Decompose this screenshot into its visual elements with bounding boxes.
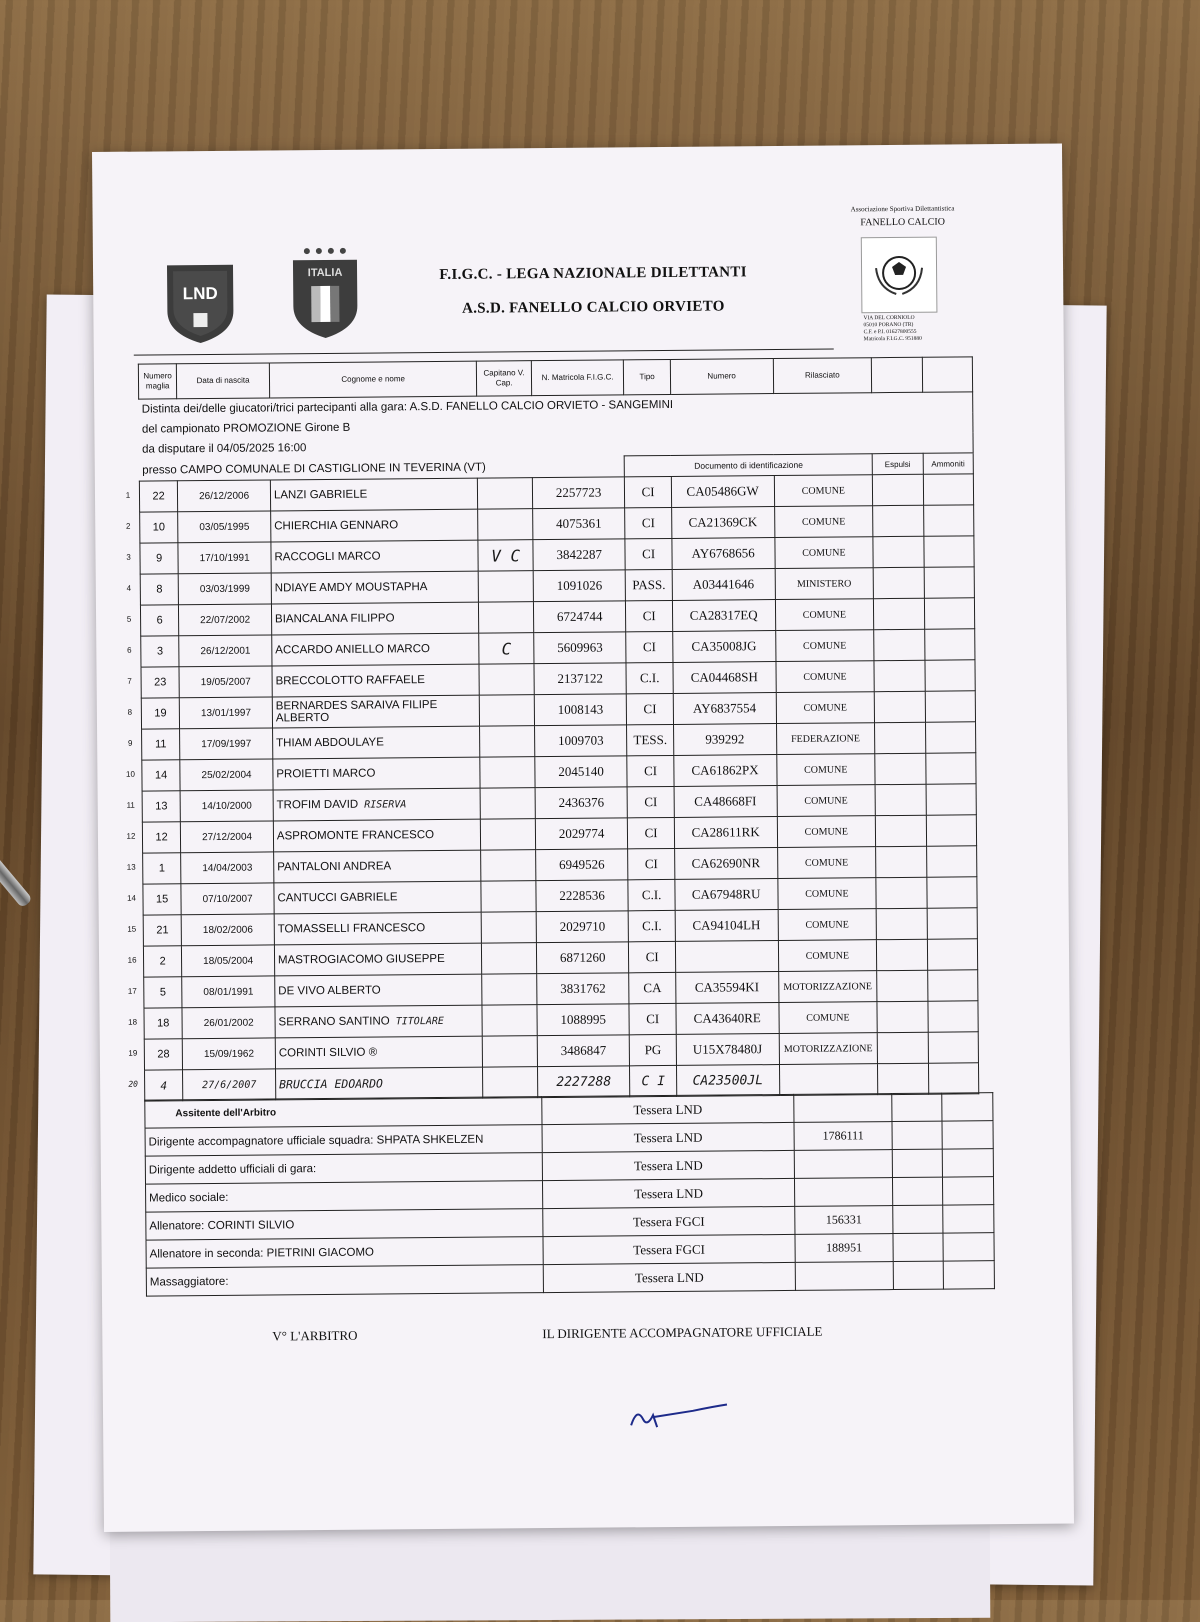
player-matricola: 2045140: [535, 756, 628, 788]
italia-logo-icon: [289, 246, 362, 341]
player-booked: [928, 1032, 979, 1063]
match-line-1: Distinta dei/delle giucatori/trici partecipanti alla gara: A.S.D. FANELLO CALCIO ORVIETO - SANGEMINI: [139, 392, 973, 420]
row-index: 17: [127, 986, 137, 996]
player-captain: [482, 912, 537, 943]
player-doc-number: CA28317EQ: [672, 600, 775, 632]
player-birthdate: 18/02/2006: [181, 914, 274, 946]
player-number: 2 10: [140, 512, 179, 543]
player-doc-issuer: FEDERAZIONE: [776, 723, 875, 755]
player-expelled: [873, 567, 924, 598]
header-title-club: A.S.D. FANELLO CALCIO ORVIETO: [461, 298, 725, 317]
player-name: BIANCALANA FILIPPO: [271, 602, 479, 635]
player-captain: [482, 1005, 537, 1036]
player-captain: C: [479, 633, 534, 664]
player-doc-issuer: COMUNE: [776, 754, 875, 786]
staff-tessera-type: Tessera LND: [542, 1150, 794, 1180]
player-doc-issuer: MOTORIZZAZIONE: [779, 1033, 878, 1065]
player-doc-number: [675, 941, 778, 973]
player-birthdate: 03/05/1995: [178, 511, 271, 543]
player-doc-number: CA35594KI: [675, 972, 778, 1004]
player-birthdate: 19/05/2007: [179, 666, 272, 698]
player-number: 3 9: [140, 543, 179, 574]
player-doc-number: AY6768656: [672, 538, 775, 570]
player-booked: [925, 691, 976, 722]
player-matricola: 6871260: [536, 942, 629, 974]
row-index: 4: [126, 583, 132, 593]
player-doc-type: CI: [628, 817, 675, 848]
player-doc-type: C.I.: [629, 910, 676, 941]
player-matricola: 2436376: [535, 787, 628, 819]
player-doc-type: CI: [629, 1003, 676, 1034]
row-index: 6: [127, 645, 132, 655]
staff-table: [144, 1092, 995, 1296]
player-captain: [479, 664, 534, 695]
player-birthdate: 26/12/2001: [179, 635, 272, 667]
col-numero: Numero maglia: [138, 364, 177, 399]
player-doc-number: AY6837554: [673, 693, 776, 725]
player-doc-type: CI: [626, 631, 673, 662]
staff-label: Dirigente accompagnatore ufficiale squadra: SHPATA SHKELZEN: [145, 1125, 542, 1156]
row-index: 10: [125, 769, 135, 779]
player-doc-number: CA35008JG: [672, 631, 775, 663]
player-birthdate: 25/02/2004: [180, 759, 273, 791]
player-captain: [479, 571, 534, 602]
staff-tessera-number: 1786111: [794, 1122, 892, 1151]
svg-text:LND: LND: [182, 283, 218, 304]
player-birthdate: 27/6/2007: [183, 1069, 276, 1101]
player-number: 7 23: [141, 667, 180, 698]
svg-text:ITALIA: ITALIA: [307, 266, 343, 280]
handwritten-note: RISERVA: [364, 798, 407, 811]
player-doc-number: U15X78480J: [676, 1034, 779, 1066]
player-doc-issuer: COMUNE: [774, 506, 873, 538]
player-number: 11 13: [142, 791, 181, 822]
player-birthdate: 15/09/1962: [183, 1038, 276, 1070]
player-name: NDIAYE AMDY MOUSTAPHA: [271, 571, 479, 604]
handwritten-note: TITOLARE: [395, 1015, 444, 1027]
player-name: CORINTI SILVIO ®: [275, 1036, 483, 1069]
player-booked: [925, 660, 976, 691]
player-doc-issuer: MOTORIZZAZIONE: [778, 971, 877, 1003]
col-numero-doc: Numero: [670, 359, 773, 395]
player-matricola: 6724744: [533, 601, 626, 633]
col-matricola: N. Matricola F.I.G.C.: [531, 360, 624, 396]
row-index: 8: [127, 707, 133, 717]
player-birthdate: 13/01/1997: [180, 697, 273, 729]
player-birthdate: 26/12/2006: [178, 480, 271, 512]
player-number: 19 28: [144, 1039, 183, 1070]
player-doc-issuer: COMUNE: [774, 475, 873, 507]
player-expelled: [877, 970, 928, 1001]
staff-tessera-type: Tessera LND: [542, 1122, 794, 1152]
player-expelled: [875, 784, 926, 815]
player-birthdate: 14/10/2000: [180, 790, 273, 822]
match-line-4: presso CAMPO COMUNALE DI CASTIGLIONE IN TEVERINA (VT): [142, 461, 486, 477]
player-doc-number: CA28611RK: [674, 817, 777, 849]
player-booked: [927, 908, 978, 939]
player-captain: [483, 1036, 538, 1067]
player-doc-type: CI: [625, 538, 672, 569]
player-matricola: 3831762: [536, 973, 629, 1005]
player-birthdate: 14/04/2003: [181, 852, 274, 884]
player-doc-issuer: COMUNE: [778, 1002, 877, 1034]
player-expelled: [874, 691, 925, 722]
player-booked: [923, 505, 974, 536]
player-captain: [480, 757, 535, 788]
player-number: 20 4: [145, 1070, 184, 1101]
player-booked: [926, 846, 977, 877]
player-doc-type: CI: [626, 600, 673, 631]
player-doc-type: CI: [625, 507, 672, 538]
row-index: 15: [127, 924, 137, 934]
col-rilasciato: Rilasciato: [773, 358, 872, 394]
player-expelled: [876, 877, 927, 908]
player-name: BERNARDES SARAIVA FILIPE ALBERTO: [272, 695, 480, 728]
row-index: 2: [125, 521, 131, 531]
player-booked: [927, 939, 978, 970]
player-booked: [924, 629, 975, 660]
player-doc-type: CI: [627, 693, 674, 724]
player-number: 15 21: [143, 915, 182, 946]
player-matricola: 1091026: [533, 570, 626, 602]
row-index: 1: [125, 490, 131, 500]
pen: [0, 846, 33, 909]
player-matricola: 2029710: [536, 911, 629, 943]
player-doc-type: CI: [628, 848, 675, 879]
player-expelled: [874, 629, 925, 660]
player-name: TOMASSELLI FRANCESCO: [274, 912, 482, 945]
player-expelled: [878, 1063, 929, 1094]
staff-tessera-number: [794, 1094, 892, 1123]
staff-label: Massaggiatore:: [146, 1265, 543, 1296]
player-doc-number: CA23500JL: [676, 1065, 779, 1097]
player-number: 18 18: [144, 1008, 183, 1039]
player-expelled: [875, 722, 926, 753]
row-index: 16: [127, 955, 137, 965]
club-crest-icon: [861, 237, 938, 314]
player-doc-number: CA04468SH: [673, 662, 776, 694]
player-doc-issuer: COMUNE: [778, 909, 877, 941]
player-booked: [925, 753, 976, 784]
player-doc-issuer: COMUNE: [775, 599, 874, 631]
player-matricola: 2029774: [535, 818, 628, 850]
player-captain: [482, 974, 537, 1005]
player-doc-type: TESS.: [627, 724, 674, 755]
player-doc-type: CI: [625, 476, 672, 507]
player-doc-type: CA: [629, 972, 676, 1003]
player-captain: [481, 819, 536, 850]
player-number: 14 15: [143, 884, 182, 915]
staff-tessera-type: Tessera LND: [543, 1262, 795, 1292]
col-data: Data di nascita: [177, 363, 270, 399]
player-captain: [483, 1067, 538, 1098]
player-matricola: 6949526: [535, 849, 628, 881]
player-doc-issuer: COMUNE: [777, 847, 876, 879]
player-number: 9 11: [142, 729, 181, 760]
player-name: TROFIM DAVID RISERVA: [273, 788, 481, 821]
player-doc-issuer: COMUNE: [774, 537, 873, 569]
staff-label: Dirigente addetto ufficiali di gara:: [145, 1153, 542, 1184]
footer-dirigente: IL DIRIGENTE ACCOMPAGNATORE UFFICIALE: [542, 1323, 823, 1342]
row-index: 11: [126, 800, 135, 810]
staff-tessera-number: 156331: [795, 1206, 893, 1235]
player-expelled: [876, 908, 927, 939]
col-capitano: Capitano V. Cap.: [477, 361, 532, 396]
player-captain: [481, 881, 536, 912]
player-matricola: 1088995: [537, 1004, 630, 1036]
player-doc-type: C.I.: [626, 662, 673, 693]
row-index: 13: [126, 862, 136, 872]
player-doc-number: 939292: [673, 724, 776, 756]
player-doc-type: C I: [630, 1065, 677, 1096]
player-doc-type: C.I.: [628, 879, 675, 910]
player-booked: [923, 536, 974, 567]
staff-row: [146, 1261, 994, 1296]
player-name: DE VIVO ALBERTO: [275, 974, 483, 1007]
player-captain: [480, 695, 535, 726]
player-matricola: 3842287: [533, 539, 626, 571]
player-doc-type: PG: [630, 1034, 677, 1065]
player-name: LANZI GABRIELE: [270, 478, 478, 511]
player-matricola: 2228536: [536, 880, 629, 912]
player-name: CANTUCCI GABRIELE: [274, 881, 482, 914]
player-doc-number: CA43640RE: [676, 1003, 779, 1035]
player-birthdate: 26/01/2002: [182, 1007, 275, 1039]
player-doc-issuer: COMUNE: [776, 692, 875, 724]
player-doc-type: CI: [629, 941, 676, 972]
player-number: 17 5: [144, 977, 183, 1008]
player-doc-issuer: COMUNE: [777, 785, 876, 817]
player-name: THIAM ABDOULAYE: [272, 726, 480, 759]
players-table: [125, 356, 979, 1101]
player-number: 10 14: [142, 760, 181, 791]
player-name: BRECCOLOTTO RAFFAELE: [272, 664, 480, 697]
col-nome: Cognome e nome: [269, 361, 477, 398]
player-booked: [928, 1001, 979, 1032]
player-expelled: [874, 660, 925, 691]
player-doc-issuer: MINISTERO: [775, 568, 874, 600]
lnd-logo-icon: [163, 261, 238, 346]
player-number: 8 19: [141, 698, 180, 729]
player-booked: [924, 598, 975, 629]
player-booked: [926, 815, 977, 846]
club-type: Associazione Sportiva Dilettantistica: [850, 204, 955, 214]
player-doc-issuer: COMUNE: [777, 878, 876, 910]
staff-tessera-type: Tessera LND: [542, 1094, 794, 1124]
player-matricola: 2137122: [534, 663, 627, 695]
match-sheet-page: [92, 144, 1074, 1532]
player-captain: V C: [478, 540, 533, 571]
player-name: SERRANO SANTINO TITOLARE: [275, 1005, 483, 1038]
player-matricola: 5609963: [534, 632, 627, 664]
footer-arbitro: V° L'ARBITRO: [272, 1327, 358, 1344]
player-number: 4 8: [140, 574, 179, 605]
staff-tessera-number: [794, 1150, 892, 1179]
staff-label: Assitente dell'Arbitro: [145, 1097, 542, 1128]
player-expelled: [874, 598, 925, 629]
staff-label: Medico sociale:: [146, 1181, 543, 1212]
col-espulsi: Espulsi: [872, 453, 923, 474]
player-doc-number: CA67948RU: [675, 879, 778, 911]
col-documento: Documento di identificazione: [625, 454, 873, 477]
staff-tessera-number: 188951: [795, 1234, 893, 1263]
player-number: 6 3: [141, 636, 180, 667]
player-booked: [925, 722, 976, 753]
player-birthdate: 18/05/2004: [182, 945, 275, 977]
player-matricola: 1008143: [534, 694, 627, 726]
player-captain: [480, 788, 535, 819]
player-name: CHIERCHIA GENNARO: [271, 509, 479, 542]
player-captain: [480, 726, 535, 757]
player-booked: [926, 877, 977, 908]
player-doc-number: CA61862PX: [674, 755, 777, 787]
player-captain: [481, 850, 536, 881]
match-line-2: del campionato PROMOZIONE Girone B: [139, 412, 973, 439]
player-name: BRUCCIA EDOARDO: [275, 1067, 483, 1100]
player-doc-issuer: COMUNE: [775, 630, 874, 662]
player-matricola: 3486847: [537, 1035, 630, 1067]
player-booked: [928, 1063, 979, 1094]
header-divider: [134, 349, 834, 356]
row-index: 18: [128, 1017, 138, 1027]
player-matricola: 1009703: [534, 725, 627, 757]
player-matricola: 2257723: [532, 477, 625, 509]
player-captain: [479, 602, 534, 633]
player-booked: [923, 474, 974, 505]
player-name: PROIETTI MARCO: [273, 757, 481, 790]
player-birthdate: 17/10/1991: [178, 542, 271, 574]
header-title-figc: F.I.G.C. - LEGA NAZIONALE DILETTANTI: [439, 264, 747, 283]
staff-tessera-number: [795, 1262, 893, 1291]
player-expelled: [873, 536, 924, 567]
handwritten-signature: [623, 1396, 733, 1437]
player-doc-number: CA05486GW: [671, 476, 774, 508]
row-index: 5: [126, 614, 132, 624]
row-index: 12: [126, 831, 136, 841]
player-number: 13 1: [143, 853, 182, 884]
player-doc-issuer: COMUNE: [775, 661, 874, 693]
player-booked: [927, 970, 978, 1001]
player-birthdate: 22/07/2002: [179, 604, 272, 636]
player-doc-number: CA21369CK: [671, 507, 774, 539]
player-name: RACCOGLI MARCO: [271, 540, 479, 573]
player-birthdate: 17/09/1997: [180, 728, 273, 760]
staff-label: Allenatore in seconda: PIETRINI GIACOMO: [146, 1237, 543, 1268]
col-ammoniti: Ammoniti: [923, 453, 974, 474]
player-doc-number: CA62690NR: [674, 848, 777, 880]
player-number: 12 12: [142, 822, 181, 853]
player-doc-number: CA48668FI: [674, 786, 777, 818]
row-index: 19: [128, 1048, 138, 1058]
player-expelled: [877, 1001, 928, 1032]
player-captain: [482, 943, 537, 974]
player-expelled: [873, 505, 924, 536]
match-line-3: da disputare il 04/05/2025 16:00: [139, 432, 973, 460]
staff-tessera-type: Tessera FGCI: [543, 1234, 795, 1264]
player-doc-type: CI: [628, 786, 675, 817]
player-expelled: [877, 1032, 928, 1063]
row-index: 20: [128, 1079, 138, 1089]
player-number: 1 22: [139, 481, 178, 512]
club-name: FANELLO CALCIO: [860, 216, 945, 229]
row-index: 7: [127, 676, 132, 686]
player-name: MASTROGIACOMO GIUSEPPE: [274, 943, 482, 976]
player-expelled: [875, 753, 926, 784]
staff-tessera-type: Tessera LND: [542, 1178, 794, 1208]
player-name: ACCARDO ANIELLO MARCO: [272, 633, 480, 666]
player-expelled: [877, 939, 928, 970]
player-expelled: [876, 815, 927, 846]
player-name: ASPROMONTE FRANCESCO: [273, 819, 481, 852]
staff-tessera-number: [794, 1178, 892, 1207]
player-expelled: [873, 474, 924, 505]
col-tipo: Tipo: [624, 359, 671, 394]
player-number: 5 6: [140, 605, 179, 636]
player-doc-type: CI: [627, 755, 674, 786]
player-doc-issuer: COMUNE: [778, 940, 877, 972]
player-doc-type: PASS.: [626, 569, 673, 600]
club-address: VIA DEL CORNIOLO 05010 PORANO (TR) C.F. e P.I. 01627800555 Matricola F.I.G.C. 951880: [863, 314, 922, 343]
player-birthdate: 27/12/2004: [181, 821, 274, 853]
player-doc-issuer: [779, 1064, 878, 1096]
player-name: PANTALONI ANDREA: [274, 850, 482, 883]
player-matricola: 4075361: [532, 508, 625, 540]
row-index: 3: [126, 552, 131, 562]
player-matricola: 2227288: [537, 1066, 630, 1098]
player-doc-number: CA94104LH: [675, 910, 778, 942]
player-expelled: [876, 846, 927, 877]
player-doc-number: A03441646: [672, 569, 775, 601]
row-index: 9: [127, 738, 133, 748]
player-doc-issuer: COMUNE: [777, 816, 876, 848]
player-number: 16 2: [143, 946, 182, 977]
row-index: 14: [127, 893, 137, 903]
player-booked: [924, 567, 975, 598]
player-captain: [478, 478, 533, 509]
player-captain: [478, 509, 533, 540]
player-booked: [926, 784, 977, 815]
player-birthdate: 07/10/2007: [181, 883, 274, 915]
player-birthdate: 03/03/1999: [178, 573, 271, 605]
staff-tessera-type: Tessera FGCI: [543, 1206, 795, 1236]
player-birthdate: 08/01/1991: [182, 976, 275, 1008]
staff-label: Allenatore: CORINTI SILVIO: [146, 1209, 543, 1240]
